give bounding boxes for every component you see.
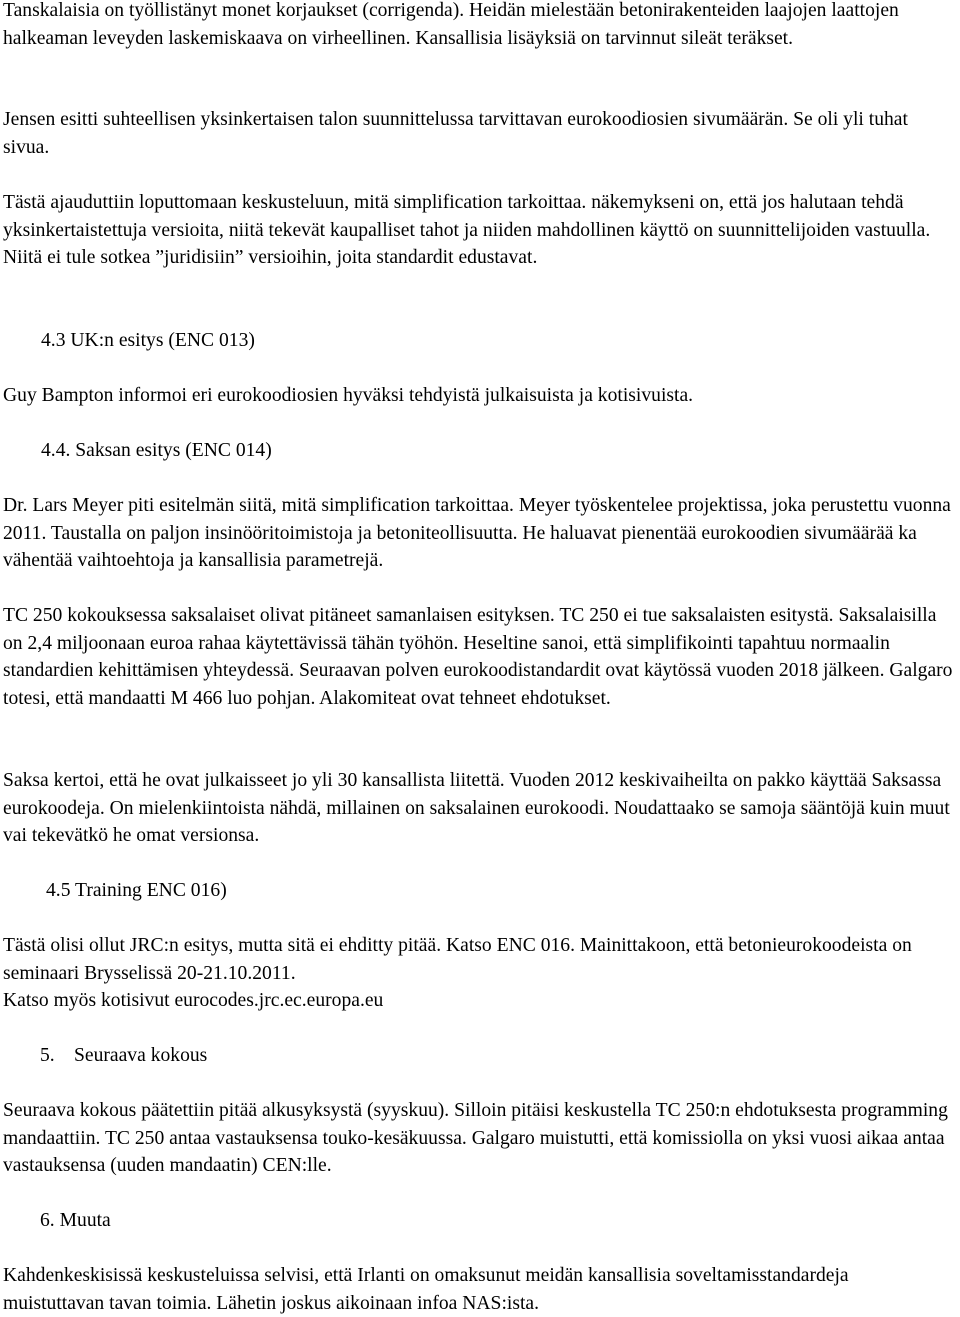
section-5-title: Seuraava kokous bbox=[74, 1045, 208, 1066]
section-5-heading bbox=[40, 1042, 207, 1070]
section-4-3-body: Guy Bampton informoi eri eurokoodiosien hyväksi tehdyistä julkaisuista ja kotisivuista. bbox=[3, 385, 694, 406]
intro-paragraph: Tanskalaisia on työllistänyt monet korjaukset (corrigenda). Heidän mielestään betonirakenteiden laajojen laattojen halkeaman leveyden laskemiskaava on virheellinen. Kansallisia lisäyksiä on tarvinnut sileät teräkset. bbox=[3, 0, 899, 49]
section-4-5-line-2: Katso myös kotisivut eurocodes.jrc.ec.europa.eu bbox=[3, 990, 384, 1011]
section-4-5-heading: 4.5 Training ENC 016) bbox=[46, 880, 227, 901]
section-6-heading: 6. Muuta bbox=[40, 1210, 111, 1231]
section-4-4-heading: 4.4. Saksan esitys (ENC 014) bbox=[41, 440, 272, 461]
section-4-4-paragraph-1: Dr. Lars Meyer piti esitelmän siitä, mitä simplification tarkoittaa. Meyer työskentelee projektissa, joka perustettu vuonna 2011. Taustalla on paljon insinööritoimistoja ja betoniteollisuutta. He haluavat pienentää eurokoodien sivumäärää ka vähentää vaihtoehtoja ja kansallisia parametrejä. bbox=[3, 495, 951, 571]
section-6-body: Kahdenkeskisissä keskusteluissa selvisi, että Irlanti on omaksunut meidän kansallisia soveltamisstandardeja muistuttavan tavan toimia. Lähetin joskus aikoinaan infoa NAS:ista. bbox=[3, 1265, 849, 1314]
section-4-5-line-1: Tästä olisi ollut JRC:n esitys, mutta sitä ei ehditty pitää. Katso ENC 016. Mainittakoon, että betonieurokoodeista on seminaari Brysselissä 20-21.10.2011. bbox=[3, 935, 912, 984]
simplification-paragraph: Tästä ajauduttiin loputtomaan keskusteluun, mitä simplification tarkoittaa. näkemykseni on, että jos halutaan tehdä yksinkertaistettuja versioita, niitä tekevät kaupalliset tahot ja niiden mahdollinen käyttö on suunnittelijoiden vastuulla. Niitä ei tule sotkea ”juridisiin” versioihin, joita standardit edustavat. bbox=[3, 192, 931, 268]
section-4-5-body bbox=[3, 932, 953, 1015]
section-5-number: 5. bbox=[40, 1045, 55, 1066]
section-5-body: Seuraava kokous päätettiin pitää alkusyksystä (syyskuu). Silloin pitäisi keskustella TC 250:n ehdotuksesta programming mandaattiin. TC 250 antaa vastauksensa touko-kesäkuussa. Galgaro muistutti, että komissiolla on yksi vuosi aikaa antaa vastauksensa (uuden mandaatin) CEN:lle. bbox=[3, 1100, 948, 1176]
section-4-3-heading: 4.3 UK:n esitys (ENC 013) bbox=[41, 330, 255, 351]
section-4-4-paragraph-3: Saksa kertoi, että he ovat julkaisseet jo yli 30 kansallista liitettä. Vuoden 2012 keskivaiheilta on pakko käyttää Saksassa eurokoodeja. On mielenkiintoista nähdä, millainen on saksalainen eurokoodi. Noudattaako se samoja sääntöjä kuin muut vai tekevätkö he omat versionsa. bbox=[3, 770, 950, 846]
jensen-paragraph: Jensen esitti suhteellisen yksinkertaisen talon suunnittelussa tarvittavan eurokoodiosien sivumäärän. Se oli yli tuhat sivua. bbox=[3, 109, 908, 158]
section-4-4-paragraph-2: TC 250 kokouksessa saksalaiset olivat pitäneet samanlaisen esityksen. TC 250 ei tue saksalaisten esitystä. Saksalaisilla on 2,4 miljoonaan euroa rahaa käytettävissä tähän työhön. Heseltine sanoi, että simplifikointi tapahtuu normaalin standardien kehittämisen yhteydessä. Seuraavan polven eurokoodistandardit ovat käytössä vuoden 2018 jälkeen. Galgaro totesi, että mandaatti M 466 luo pohjan. Alakomiteat ovat tehneet ehdotukset. bbox=[3, 605, 953, 709]
